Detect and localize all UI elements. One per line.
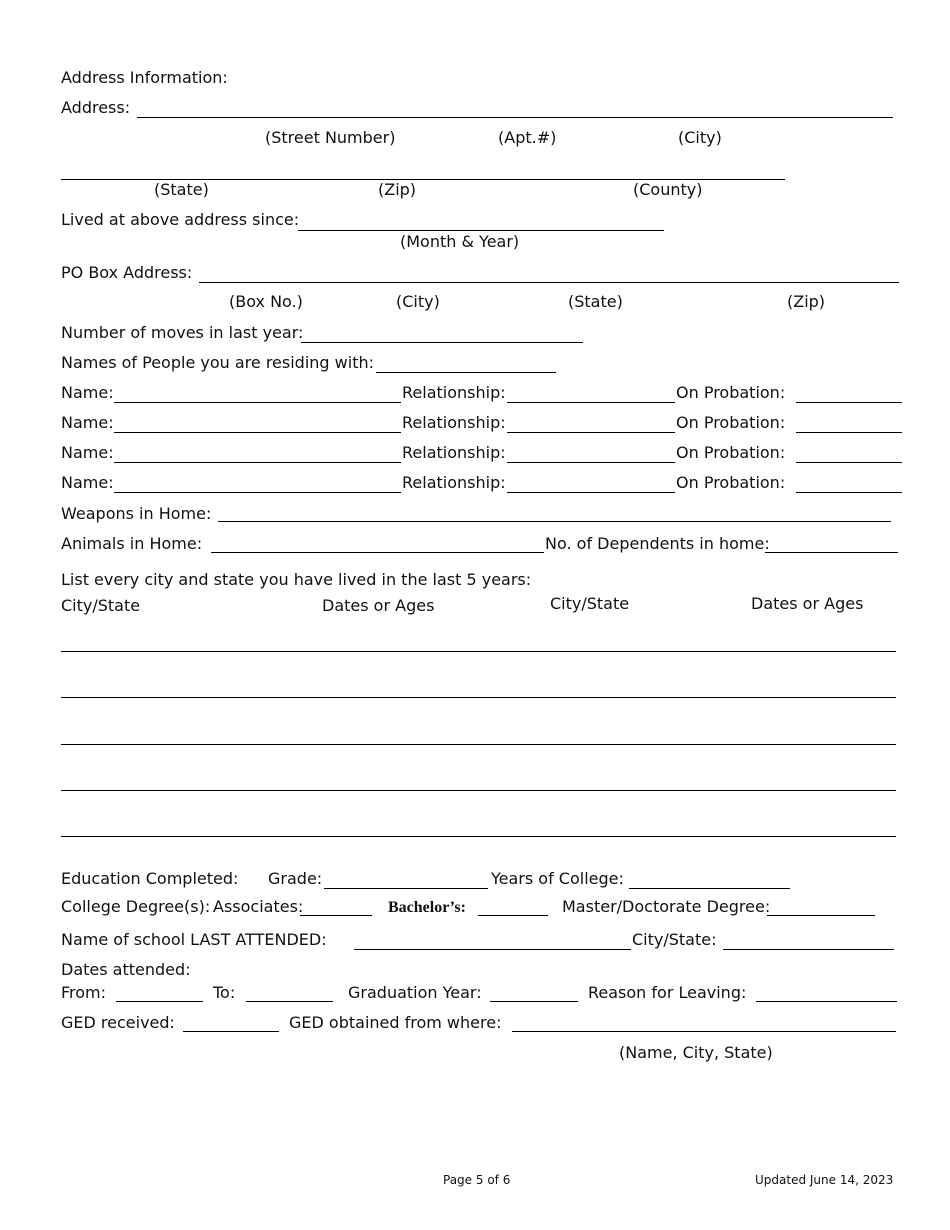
resident-relationship-input[interactable]	[507, 432, 675, 433]
resident-name-label: Name:	[61, 443, 114, 462]
resident-name-input[interactable]	[114, 402, 401, 403]
resident-name-input[interactable]	[114, 432, 401, 433]
resident-probation-label: On Probation:	[676, 413, 786, 432]
animals-label: Animals in Home:	[61, 534, 203, 553]
resident-probation-label: On Probation:	[676, 383, 786, 402]
dependents-label: No. of Dependents in home:	[545, 534, 770, 553]
master-doctorate-input-line[interactable]	[767, 915, 875, 916]
resident-relationship-input[interactable]	[507, 462, 675, 463]
history-line[interactable]	[61, 836, 896, 837]
history-prompt: List every city and state you have lived in the last 5 years:	[61, 570, 532, 589]
lived-since-input-line[interactable]	[298, 230, 664, 231]
resident-relationship-label: Relationship:	[402, 443, 506, 462]
moves-input-line[interactable]	[301, 342, 583, 343]
resident-probation-label: On Probation:	[676, 443, 786, 462]
bachelors-label: Bachelor’s:	[388, 899, 466, 916]
resident-relationship-input[interactable]	[507, 402, 675, 403]
resident-relationship-label: Relationship:	[402, 473, 506, 492]
associates-input-line[interactable]	[300, 915, 372, 916]
history-col-dates: Dates or Ages	[322, 596, 435, 615]
resident-probation-input[interactable]	[796, 432, 902, 433]
history-line[interactable]	[61, 790, 896, 791]
state-caption: (State)	[154, 180, 209, 199]
education-completed-label: Education Completed:	[61, 869, 239, 888]
school-city-state-label: City/State:	[632, 930, 717, 949]
ged-where-label: GED obtained from where:	[289, 1013, 502, 1032]
reason-leaving-label: Reason for Leaving:	[588, 983, 747, 1002]
residing-input-line[interactable]	[376, 372, 556, 373]
street-number-caption: (Street Number)	[265, 128, 396, 147]
dependents-input-line[interactable]	[765, 552, 898, 553]
history-line[interactable]	[61, 697, 896, 698]
po-city-caption: (City)	[396, 292, 440, 311]
address-label: Address:	[61, 98, 131, 117]
city-caption: (City)	[678, 128, 722, 147]
residing-label: Names of People you are residing with:	[61, 353, 374, 372]
years-college-input-line[interactable]	[629, 888, 790, 889]
history-line[interactable]	[61, 651, 896, 652]
degrees-label: College Degree(s):	[61, 897, 211, 916]
grade-input-line[interactable]	[324, 888, 488, 889]
to-input-line[interactable]	[246, 1001, 333, 1002]
resident-relationship-label: Relationship:	[402, 413, 506, 432]
graduation-year-label: Graduation Year:	[348, 983, 482, 1002]
resident-name-label: Name:	[61, 473, 114, 492]
apt-caption: (Apt.#)	[498, 128, 557, 147]
zip-caption: (Zip)	[378, 180, 417, 199]
po-state-caption: (State)	[568, 292, 623, 311]
updated-date: Updated June 14, 2023	[755, 1173, 894, 1187]
from-label: From:	[61, 983, 107, 1002]
grade-label: Grade:	[268, 869, 323, 888]
reason-leaving-input-line[interactable]	[756, 1001, 897, 1002]
master-doctorate-label: Master/Doctorate Degree:	[562, 897, 771, 916]
school-last-attended-label: Name of school LAST ATTENDED:	[61, 930, 327, 949]
ged-where-input-line[interactable]	[512, 1031, 896, 1032]
resident-name-input[interactable]	[114, 462, 401, 463]
po-box-input-line[interactable]	[199, 282, 899, 283]
history-col-city-state: City/State	[61, 596, 141, 615]
moves-label: Number of moves in last year:	[61, 323, 304, 342]
graduation-year-input-line[interactable]	[490, 1001, 578, 1002]
animals-input-line[interactable]	[211, 552, 544, 553]
page-number: Page 5 of 6	[443, 1173, 511, 1187]
resident-name-label: Name:	[61, 383, 114, 402]
resident-name-label: Name:	[61, 413, 114, 432]
resident-relationship-label: Relationship:	[402, 383, 506, 402]
resident-relationship-input[interactable]	[507, 492, 675, 493]
resident-name-input[interactable]	[114, 492, 401, 493]
address-section-header: Address Information:	[61, 68, 228, 87]
resident-probation-input[interactable]	[796, 492, 902, 493]
ged-received-label: GED received:	[61, 1013, 175, 1032]
resident-probation-input[interactable]	[796, 462, 902, 463]
bachelors-input-line[interactable]	[478, 915, 548, 916]
weapons-label: Weapons in Home:	[61, 504, 212, 523]
associates-label: Associates:	[213, 897, 304, 916]
history-col-dates-2: Dates or Ages	[751, 594, 864, 613]
weapons-input-line[interactable]	[218, 521, 891, 522]
history-col-city-state-2: City/State	[550, 594, 630, 613]
school-input-line[interactable]	[354, 949, 631, 950]
to-label: To:	[213, 983, 236, 1002]
history-line[interactable]	[61, 744, 896, 745]
resident-probation-label: On Probation:	[676, 473, 786, 492]
dates-attended-label: Dates attended:	[61, 960, 191, 979]
name-city-state-caption: (Name, City, State)	[619, 1043, 773, 1062]
address-input-line[interactable]	[137, 117, 893, 118]
years-college-label: Years of College:	[491, 869, 624, 888]
school-city-state-input-line[interactable]	[723, 949, 894, 950]
county-caption: (County)	[633, 180, 703, 199]
po-box-label: PO Box Address:	[61, 263, 193, 282]
lived-since-label: Lived at above address since:	[61, 210, 300, 229]
month-year-caption: (Month & Year)	[400, 232, 520, 251]
from-input-line[interactable]	[116, 1001, 203, 1002]
po-zip-caption: (Zip)	[787, 292, 826, 311]
box-no-caption: (Box No.)	[229, 292, 303, 311]
resident-probation-input[interactable]	[796, 402, 902, 403]
ged-received-input-line[interactable]	[183, 1031, 279, 1032]
